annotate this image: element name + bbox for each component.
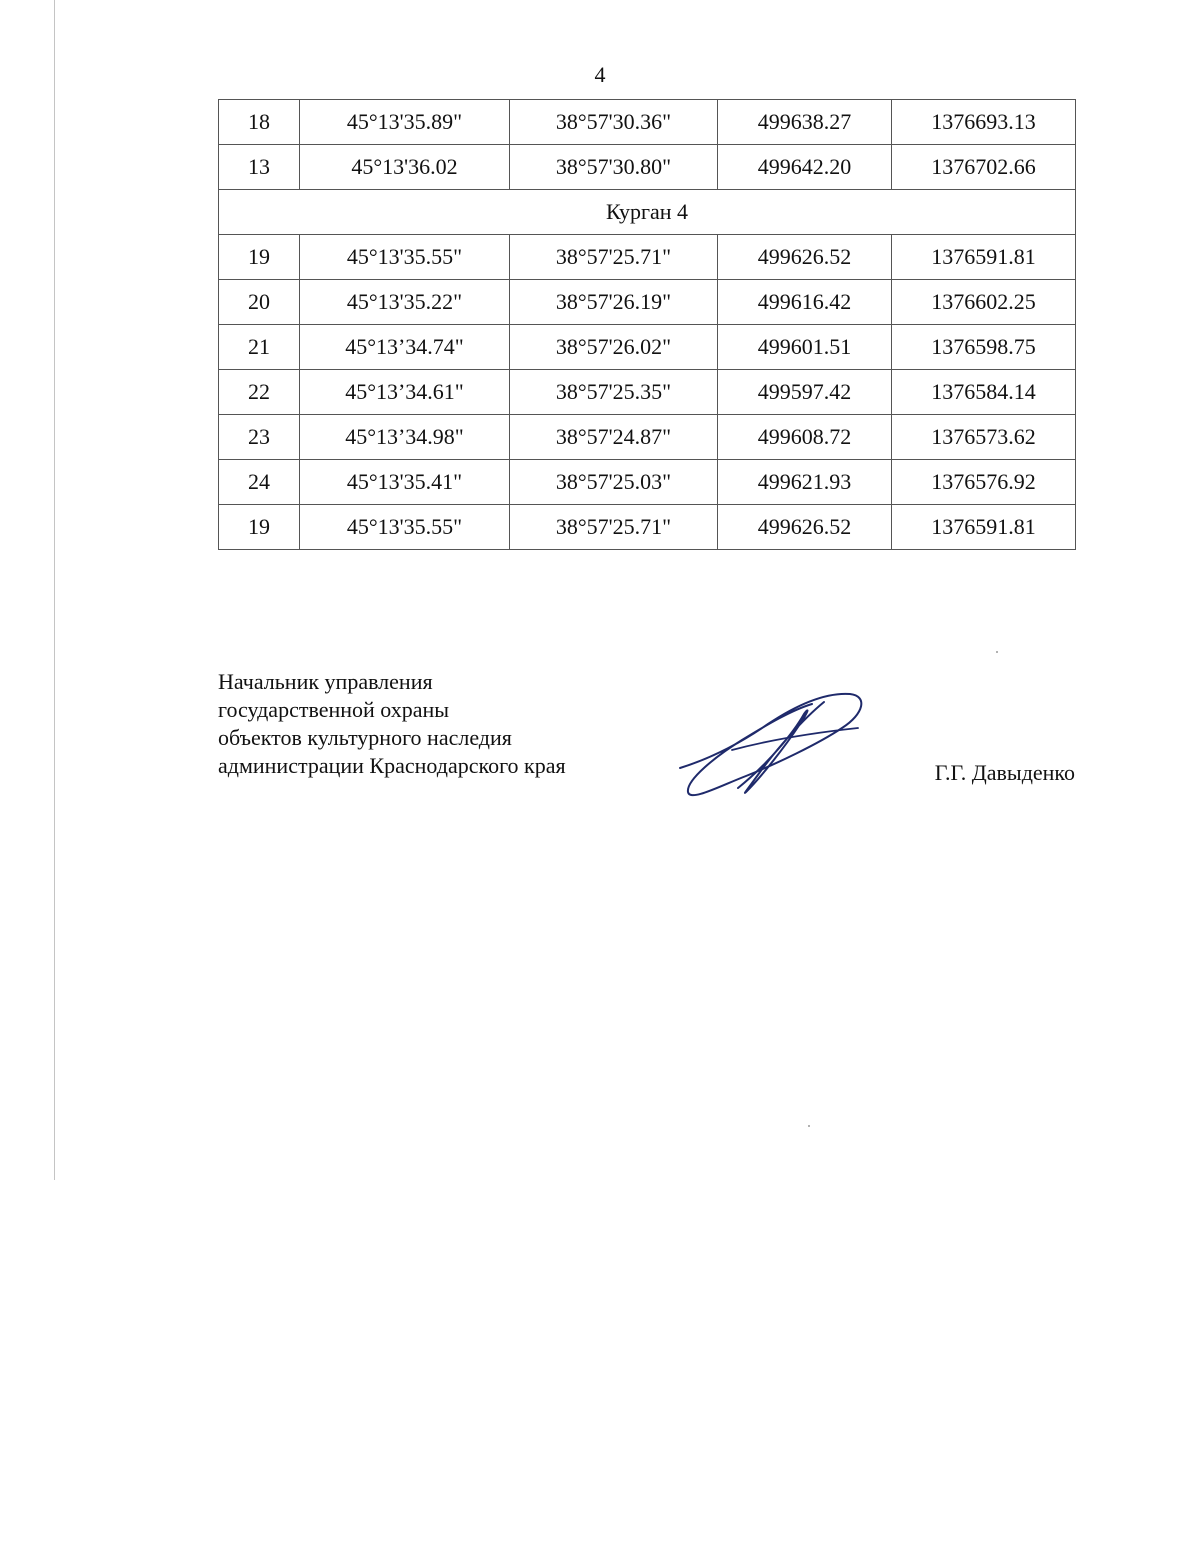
longitude: 38°57'25.03" [510,460,718,505]
position-line: администрации Краснодарского края [218,753,566,778]
longitude: 38°57'26.02" [510,325,718,370]
x-coordinate: 499597.42 [718,370,892,415]
longitude: 38°57'25.71" [510,235,718,280]
x-coordinate: 499608.72 [718,415,892,460]
latitude: 45°13’34.74" [300,325,510,370]
table-row [219,370,1076,415]
y-coordinate: 1376573.62 [892,415,1076,460]
handwritten-signature [672,684,872,808]
table-row [219,145,1076,190]
longitude: 38°57'25.71" [510,505,718,550]
y-coordinate: 1376693.13 [892,100,1076,145]
x-coordinate: 499626.52 [718,505,892,550]
y-coordinate: 1376602.25 [892,280,1076,325]
x-coordinate: 499601.51 [718,325,892,370]
latitude: 45°13'36.02 [300,145,510,190]
point-number: 21 [219,325,300,370]
latitude: 45°13’34.61" [300,370,510,415]
section-label: Курган 4 [219,190,1076,235]
point-number: 19 [219,505,300,550]
y-coordinate: 1376576.92 [892,460,1076,505]
latitude: 45°13'35.89" [300,100,510,145]
y-coordinate: 1376591.81 [892,235,1076,280]
latitude: 45°13'35.55" [300,235,510,280]
position-line: государственной охраны [218,697,450,722]
signatory-name: Г.Г. Давыденко [934,760,1075,785]
longitude: 38°57'25.35" [510,370,718,415]
latitude: 45°13'35.55" [300,505,510,550]
x-coordinate: 499626.52 [718,235,892,280]
table-row [219,505,1076,550]
latitude: 45°13'35.41" [300,460,510,505]
scan-speck [808,1125,810,1127]
latitude: 45°13’34.98" [300,415,510,460]
y-coordinate: 1376702.66 [892,145,1076,190]
point-number: 19 [219,235,300,280]
longitude: 38°57'26.19" [510,280,718,325]
table-row [219,235,1076,280]
x-coordinate: 499616.42 [718,280,892,325]
x-coordinate: 499621.93 [718,460,892,505]
point-number: 20 [219,280,300,325]
y-coordinate: 1376584.14 [892,370,1076,415]
signature-stroke [680,694,861,795]
point-number: 13 [219,145,300,190]
scan-edge-line [54,0,55,1180]
table-row [219,280,1076,325]
table-row [219,100,1076,145]
table-row [219,325,1076,370]
table-row [219,460,1076,505]
page-number: 4 [594,62,606,87]
point-number: 23 [219,415,300,460]
scan-speck [996,651,998,653]
position-line: объектов культурного наследия [218,725,512,750]
signatory-position [218,668,658,780]
point-number: 18 [219,100,300,145]
longitude: 38°57'24.87" [510,415,718,460]
table-section-row [219,190,1076,235]
point-number: 24 [219,460,300,505]
y-coordinate: 1376598.75 [892,325,1076,370]
latitude: 45°13'35.22" [300,280,510,325]
y-coordinate: 1376591.81 [892,505,1076,550]
longitude: 38°57'30.36" [510,100,718,145]
point-number: 22 [219,370,300,415]
x-coordinate: 499638.27 [718,100,892,145]
x-coordinate: 499642.20 [718,145,892,190]
table-row [219,415,1076,460]
position-line: Начальник управления [218,669,433,694]
coordinates-table [218,99,1076,550]
longitude: 38°57'30.80" [510,145,718,190]
